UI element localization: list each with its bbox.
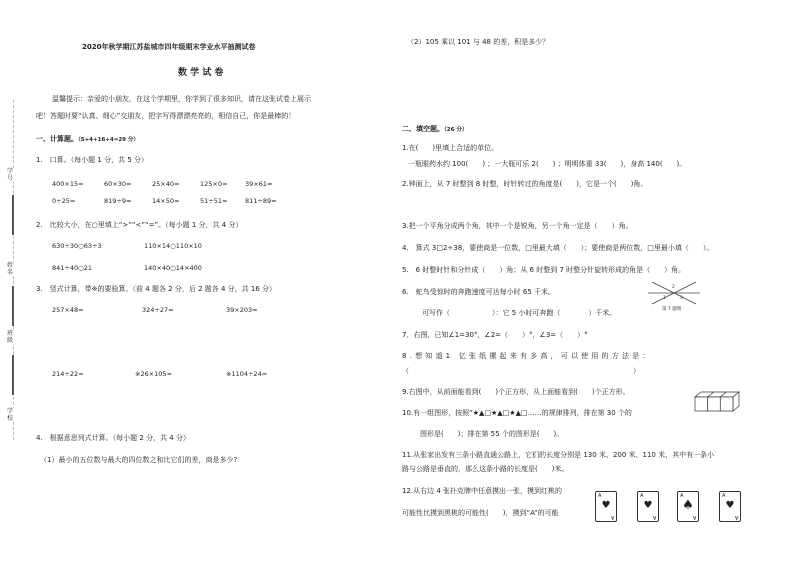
q2-item: 841÷40○21 <box>52 264 93 272</box>
fill-q11-a: 11.从张家出发有三条小路直通公路上，它们的长度分别是 130 米、200 米、110 米，其中有一条小 <box>402 451 715 459</box>
cube-figure <box>693 389 743 413</box>
fill-q8-b: （ ） <box>402 367 640 375</box>
fill-q12-a: 12.从右边 4 张扑克牌中任意摸出一张，摸到红桃的 <box>402 487 563 495</box>
student-id-label: 学号 <box>6 168 13 182</box>
q1-item: 14×50= <box>152 197 180 205</box>
fill-q1-b: 一瓶眼药水约 100( ) ；一大瓶可乐 2( ) ；明明体重 33( )，身高 140( )。 <box>408 160 687 168</box>
q4-sub2: （2）105 乘以 101 与 48 的差，积是多少？ <box>407 38 550 46</box>
intro-line-2: 吧！答题时要“认真、细心”交朋友，把字写得漂漂亮亮的，相信自己，你是最棒的！ <box>36 112 296 120</box>
q2-item: 140×40○14×400 <box>144 264 202 272</box>
class-fill-line <box>12 355 14 395</box>
card-rank: A <box>640 493 644 499</box>
cube-top-face <box>695 392 739 397</box>
card-rank: A <box>734 514 738 520</box>
fill-q4: 4. 算式 3□2÷38，要使商是一位数，□里最大填（ ）；要使商是两位数，□里最小填（ ）。 <box>402 244 714 252</box>
q1-item: 0÷25= <box>52 197 76 205</box>
card-rank: A <box>680 493 684 499</box>
fill-q11-b: 路与公路是垂直的，那么这条小路的长度是( )米。 <box>402 465 569 473</box>
playing-card <box>677 491 699 522</box>
fill-q2: 2.钟面上，从 7 时整到 8 时整，时针转过的角度是( )，它是一个( )角。 <box>402 180 648 188</box>
part1-heading <box>36 135 139 145</box>
card-suit-heart-icon: ♥ <box>725 500 735 511</box>
card-rank: A <box>692 514 696 520</box>
q3-vertical-label: 3. 竖式计算，带※的要验算。（前 4 题各 2 分，后 2 题各 4 分，共 16 分） <box>36 285 277 293</box>
q3-item: 39×203= <box>226 306 258 314</box>
student-id-fill-line <box>12 195 14 235</box>
playing-card <box>719 491 741 522</box>
fill-q9: 9.右图中，从前面能看到( )个正方形，从上面能看到( )个正方形。 <box>402 388 630 396</box>
fill-q12-b: 可能性比摸到黑桃的可能性( )，摸到“A”的可能 <box>402 509 559 517</box>
card-suit-spade-icon: ♠ <box>682 498 694 513</box>
fill-q8-a: 8.想知道1 亿张纸摞起来有多高，可以使用的方法是： <box>402 352 653 360</box>
card-rank: A <box>652 514 656 520</box>
q1-item: 125×0= <box>200 180 228 188</box>
fill-q1-a: 1.在( )里填上合适的单位。 <box>402 144 499 152</box>
card-rank: A <box>598 493 602 499</box>
q1-item: 39×61≈ <box>245 180 273 188</box>
playing-card <box>595 491 617 522</box>
q1-item: 25×40= <box>152 180 180 188</box>
q3-item: ※1104÷24= <box>226 370 268 378</box>
angle-figure-caption: 第 7 题图 <box>662 307 682 312</box>
q3-item: 324÷27= <box>142 306 174 314</box>
part1-heading-score: （5+4+16+4=29 分） <box>78 137 139 143</box>
card-rank: A <box>722 493 726 499</box>
angle-label: 1 <box>663 296 666 301</box>
part1-heading-text: 一、计算题。 <box>36 135 78 143</box>
q3-item: 214÷22= <box>52 370 84 378</box>
angle-label: 2 <box>672 285 675 290</box>
cube-front-face <box>695 397 708 411</box>
card-suit-heart-icon: ♥ <box>601 500 611 511</box>
angle-label: 3 <box>680 296 683 301</box>
playing-card <box>637 491 659 522</box>
angle-figure <box>646 280 702 306</box>
name-label: 姓名 <box>6 262 13 276</box>
fill-q10-b: 图形是( )；排在第 55 个的图形是( )。 <box>420 430 564 438</box>
cube-front-face <box>708 397 721 411</box>
fill-q6-b: 可写作（ ）：它 5 小时可奔跑（ ）千米。 <box>422 309 617 317</box>
q3-item: ※26×105= <box>135 370 173 378</box>
name-fill-line <box>12 286 14 326</box>
q1-oral-label: 1. 口算。（每小题 1 分，共 5 分） <box>36 156 148 164</box>
q4-word-problem-label: 4. 根据意思列式计算。（每小题 2 分，共 4 分） <box>36 434 190 442</box>
card-rank: A <box>610 514 614 520</box>
part2-heading-text: 二、填空题。 <box>402 125 444 133</box>
fill-q6-a: 6. 蛇鸟受惊时的奔跑速度可达每小时 65 千米。 <box>402 288 556 296</box>
q3-item: 257×48= <box>52 306 84 314</box>
fill-q3: 3.把一个平角分成两个角，其中一个是锐角，另一个角一定是（ ）角。 <box>402 222 633 230</box>
q2-item: 630÷30○63÷3 <box>52 242 102 250</box>
q1-item: 811÷89≈ <box>245 197 277 205</box>
fill-q5: 5. 6 时整时针和分针成（ ）角；从 6 时整到 7 时整分针旋转形成的角是（ ）角。 <box>402 266 686 274</box>
cube-front-face <box>720 397 733 411</box>
school-label: 学校 <box>6 408 13 422</box>
class-label: 班级 <box>6 330 13 344</box>
part2-heading <box>402 125 467 135</box>
intro-line-1: 温馨提示：亲爱的小朋友，在这个学期里，你学到了很多知识，请在这张试卷上展示 <box>52 95 311 103</box>
card-suit-heart-icon: ♥ <box>643 500 653 511</box>
part2-heading-score: （26 分） <box>444 127 468 133</box>
q1-item: 51÷51= <box>200 197 228 205</box>
q2-compare-label: 2. 比较大小，在○里填上“>”“<”“=”。（每小题 1 分，共 4 分） <box>36 221 243 229</box>
exam-subtitle: 数 学 试 卷 <box>178 68 224 78</box>
q1-item: 400×15= <box>52 180 84 188</box>
q1-item: 60×30= <box>104 180 132 188</box>
q4-sub1: （1）最小的五位数与最大的四位数之和比它们的差，商是多少? <box>40 456 238 464</box>
q1-item: 819÷9≈ <box>104 197 132 205</box>
exam-title: 2020年秋学期江苏盐城市四年级期末学业水平抽测试卷 <box>82 43 256 51</box>
fill-q7: 7．右图，已知∠1=30°，∠2=（ ）°，∠3=（ ）° <box>402 331 588 339</box>
fill-q10-a: 10.有一组图形，按照“★▲□★▲□★▲□……的规律排列，排在第 30 个的 <box>402 409 632 417</box>
q2-item: 110×14○110×10 <box>144 242 202 250</box>
